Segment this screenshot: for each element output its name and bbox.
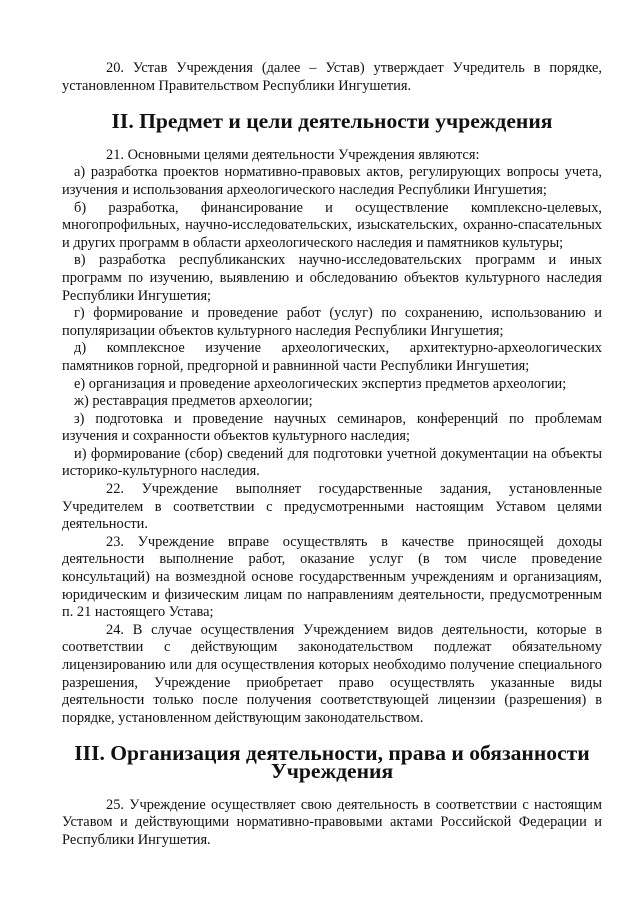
- paragraph-24: 24. В случае осуществления Учреждением видов деятельности, которые в соответствии с действующим законодательством подлежат обязательному лицензированию или для осуществления которых необходимо получение специального разрешения, Учреждение приобретает право осуществлять указанные виды деятельности только после получения соответствующей лицензии (разрешения) в порядке, установленном действующим законодательством.: [62, 621, 602, 726]
- paragraph-20: 20. Устав Учреждения (далее – Устав) утверждает Учредитель в порядке, установленном Правительством Республики Ингушетия.: [62, 60, 602, 94]
- list-item-e: е) организация и проведение археологических экспертиз предметов археологии;: [74, 375, 567, 392]
- list-item-i: и) формирование (сбор) сведений для подготовки учетной документации на объекты историко-культурного наследия.: [62, 445, 602, 480]
- paragraph-22: 22. Учреждение выполняет государственные задания, установленные Учредителем в соответствии с предусмотренными настоящим Уставом целями деятельности.: [62, 481, 602, 533]
- paragraph-23: 23. Учреждение вправе осуществлять в качестве приносящей доходы деятельности выполнение работ, оказание услуг (в том числе проведение консультаций) на возмездной основе государственным учреждениям и организациям, юридическим и физическим лицам по направлениям деятельности, предусмотренным п. 21 настоящего Устава;: [62, 533, 602, 621]
- list-item-zh: ж) реставрация предметов археологии;: [74, 393, 313, 410]
- list-item-z: з) подготовка и проведение научных семинаров, конференций по проблемам изучения и сохранности объектов культурного наследия;: [62, 410, 602, 445]
- paragraph-25: 25. Учреждение осуществляет свою деятельность в соответствии с настоящим Уставом и действующими нормативно-правовыми актами Российской Федерации и Республики Ингушетия.: [62, 796, 602, 848]
- list-item-d: д) комплексное изучение археологических, архитектурно-археологических памятников горной, предгорной и равнинной части Республики Ингушетия;: [62, 340, 602, 374]
- list-item-a: а) разработка проектов нормативно-правовых актов, регулирующих вопросы учета, изучения и использования археологического наследия Республики Ингушетия;: [62, 164, 602, 198]
- section-2-heading: II. Предмет и цели деятельности учреждения: [111, 109, 553, 134]
- list-item-v: в) разработка республиканских научно-исследовательских программ и иных программ по изучению, выявлению и обследованию объектов культурного наследия Республики Ингушетия;: [62, 252, 602, 304]
- paragraph-21-intro: 21. Основными целями деятельности Учреждения являются:: [106, 146, 480, 163]
- list-item-b: б) разработка, финансирование и осуществление комплексно-целевых, многопрофильных, научно-исследовательских, изыскательских, охранно-спасательных и других программ в области археологического наследия и памятников культуры;: [62, 199, 602, 251]
- section-3-heading: III. Организация деятельности, права и обязанности Учреждения: [74, 741, 590, 783]
- list-item-g: г) формирование и проведение работ (услуг) по сохранению, использованию и популяризации объектов культурного наследия Республики Ингушетия;: [62, 305, 602, 339]
